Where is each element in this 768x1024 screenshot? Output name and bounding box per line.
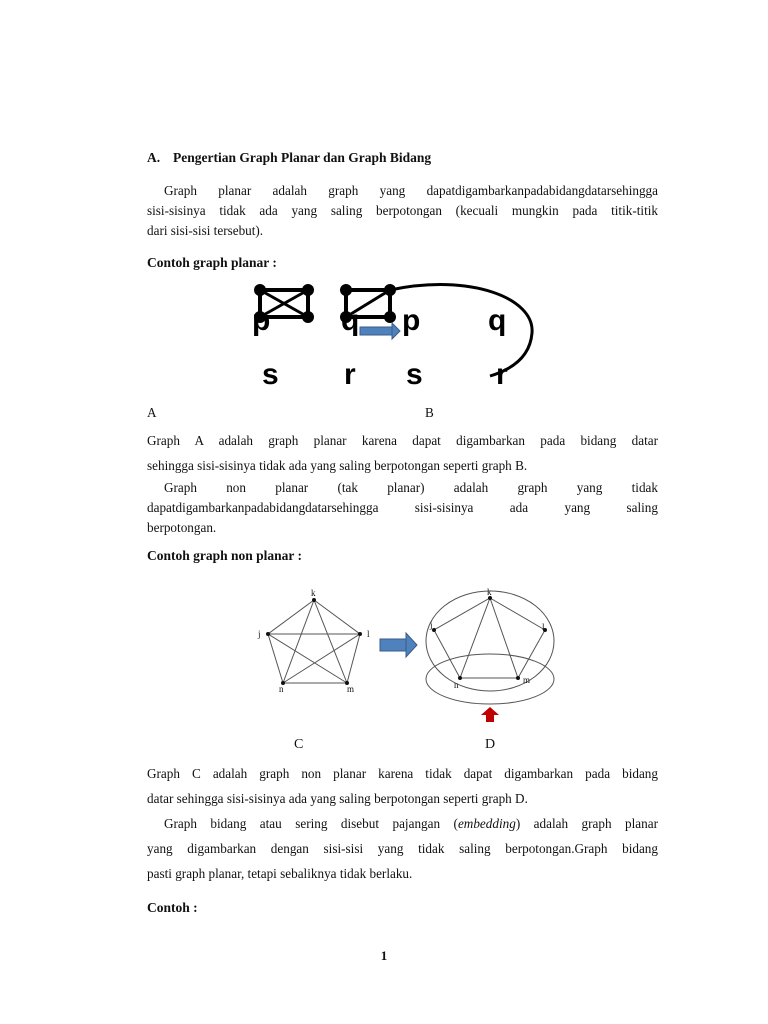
vertex-label-k: k: [487, 587, 492, 597]
graph-d-vertex: [432, 628, 436, 632]
graph-c: [268, 600, 360, 683]
paragraph-line: Graph planar adalah graph yang dapatdigambarkanpadabidangdatarsehingga: [164, 183, 658, 198]
figure-caption-d: D: [485, 737, 496, 752]
graph-c-vertex: [358, 632, 362, 636]
graph-d-vertex: [516, 676, 520, 680]
page-number: 1: [380, 948, 388, 963]
paragraph-line: Graph non planar (tak planar) adalah graph yang tidak: [164, 480, 658, 495]
vertex-label-r: r: [344, 358, 356, 391]
graph-d-edge: [460, 598, 490, 678]
graph-a-vertex: [302, 311, 314, 323]
graph-d-lower-ellipse: [426, 654, 554, 704]
figure-nonplanar-graphs: [250, 583, 570, 758]
graph-d-outer-edges: [434, 598, 545, 678]
example-label: Contoh :: [147, 900, 198, 915]
figure-caption-c: C: [294, 737, 304, 752]
paragraph-line: datar sehingga sisi-sisinya ada yang saling berpotongan seperti graph D.: [147, 791, 528, 806]
vertex-label-m: m: [347, 684, 355, 694]
red-up-arrow-icon: [481, 707, 499, 722]
graph-b: [340, 284, 532, 391]
vertex-label-j: j: [258, 629, 261, 639]
figure-caption-b: B: [425, 405, 434, 420]
example-planar-label: Contoh graph planar :: [147, 255, 277, 270]
paragraph-graph-c-explanation: [147, 761, 658, 811]
vertex-label-n: n: [279, 684, 284, 694]
arrow-icon: [380, 633, 417, 657]
paragraph-line: [147, 811, 658, 836]
paragraph-line: Graph A adalah graph planar karena dapat digambarkan pada bidang datar: [147, 433, 658, 448]
vertex-label-k: k: [311, 588, 316, 598]
paragraph-line: sisi-sisinya tidak ada yang saling berpotongan (kecuali mungkin pada titik-titik: [147, 203, 658, 218]
graph-d: [426, 591, 554, 704]
graph-a-vertex: [254, 284, 266, 296]
graph-c-vertex: [312, 598, 316, 602]
vertex-label-s: s: [262, 358, 279, 391]
vertex-label-s: s: [406, 358, 423, 391]
paragraph-definition-nonplanar: [147, 478, 658, 538]
paragraph-line: Graph C adalah graph non planar karena tidak dapat digambarkan pada bidang: [147, 766, 658, 781]
graph-d-vertices: [432, 596, 547, 680]
emphasis-term: embedding: [457, 816, 516, 831]
vertex-label-n: n: [454, 680, 459, 690]
paragraph-line: pasti graph planar, tetapi sebaliknya tidak berlaku.: [147, 866, 413, 881]
vertex-label-j: j: [430, 620, 433, 630]
figure-planar-graphs: [240, 278, 550, 398]
graph-c-outer-edges: [268, 600, 360, 683]
example-nonplanar-label: Contoh graph non planar :: [147, 548, 303, 563]
vertex-label-l: l: [367, 629, 370, 639]
graph-a: [252, 284, 314, 391]
paragraph-line: sehingga sisi-sisinya tidak ada yang saling berpotongan seperti graph B.: [147, 458, 528, 473]
graph-d-vertex: [458, 676, 462, 680]
paragraph-line: berpotongan.: [147, 520, 217, 535]
vertex-label-m: m: [523, 675, 531, 685]
paragraph-text: Graph bidang atau sering disebut pajangan (: [164, 816, 458, 831]
vertex-label-q: q: [488, 304, 507, 337]
graph-b-vertex: [384, 284, 396, 296]
graph-d-outer-ellipse: [426, 591, 554, 691]
graph-a-vertex: [302, 284, 314, 296]
section-number: A.: [147, 150, 161, 165]
arrow-icon: [360, 323, 400, 339]
vertex-label-q: q: [341, 304, 360, 337]
section-title: Pengertian Graph Planar dan Graph Bidang: [173, 150, 432, 165]
graph-c-edge: [283, 600, 314, 683]
graph-c-vertex: [266, 632, 270, 636]
graph-b-vertex: [384, 311, 396, 323]
graph-c-edge: [268, 634, 347, 683]
vertex-label-p: p: [402, 304, 421, 337]
graph-d-edge: [490, 598, 518, 678]
graph-b-vertex: [340, 284, 352, 296]
vertex-label-r: r: [496, 358, 508, 391]
vertex-label-l: l: [542, 622, 545, 632]
paragraph-line: dapatdigambarkanpadabidangdatarsehingga sisi-sisinya ada yang saling: [147, 500, 658, 515]
section-heading: [147, 150, 431, 166]
paragraph-graph-a-explanation: [147, 428, 658, 478]
paragraph-line: dari sisi-sisi tersebut).: [147, 223, 264, 238]
paragraph-definition-planar: [147, 181, 658, 241]
paragraph-line: yang digambarkan dengan sisi-sisi yang tidak saling berpotongan.Graph bidang: [147, 841, 658, 856]
paragraph-definition-plane-graph: [147, 811, 658, 886]
figure-caption-a: A: [147, 405, 157, 420]
paragraph-text: ) adalah graph planar: [515, 816, 658, 831]
vertex-label-p: p: [252, 304, 271, 337]
